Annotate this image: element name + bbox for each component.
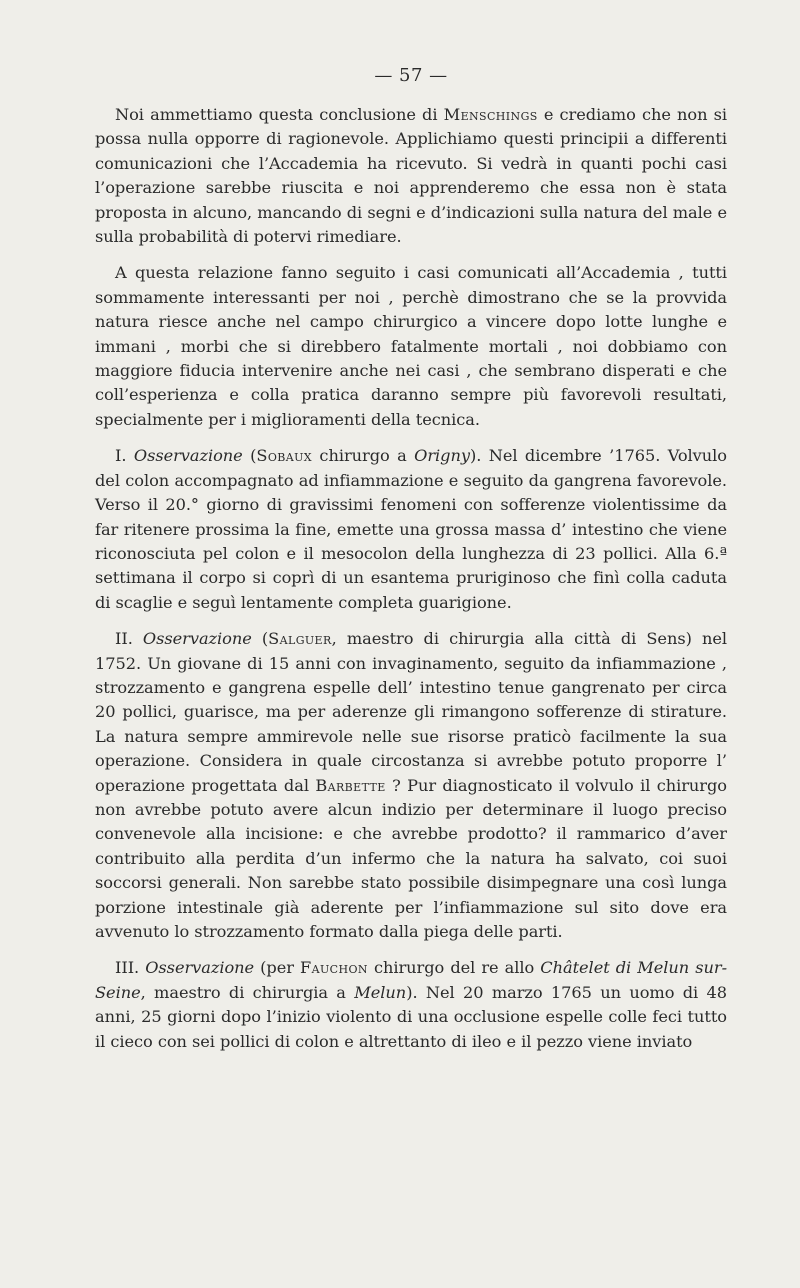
text-segment: chirurgo a (312, 446, 415, 466)
section-numeral: II. (115, 629, 143, 649)
text-segment: , maestro di chirurgia a (140, 982, 355, 1002)
author-fauchon: Fauchon (300, 958, 368, 978)
osservazione-heading: Osservazione (133, 446, 243, 466)
place-melun: Melun (354, 982, 407, 1002)
paragraph-osservazione-2 (95, 627, 727, 944)
paragraph-osservazione-1 (95, 444, 727, 615)
place-chatelet-melun: Châtelet di Melun sur-Seine (95, 958, 727, 1002)
text-segment: ? Pur diagnosticato il volvulo il chirurgo non avrebbe potuto avere alcun indizio per determinare il luogo preciso convenevole alla incisione: e che avrebbe prodotto? il rammarico d’aver contribuito alla perdita d’un infermo che la natura ha salvato, coi suoi soccorsi generali. Non sarebbe stato possibile disimpegnare una così lunga porzione intestinale già aderente per l’infiammazione sul sito dove era avvenuto lo strozzamento formato dalla piega delle parti. (95, 775, 728, 941)
author-barbette: Barbette (315, 775, 386, 795)
section-numeral: III. (115, 958, 146, 978)
section-numeral: I. (115, 446, 134, 466)
osservazione-heading: Osservazione (145, 958, 255, 978)
author-salguer: Salguer (268, 629, 332, 649)
author-sobaux: Sobaux (256, 446, 313, 466)
text-segment: e crediamo che non si possa nulla opporre di ragionevole. Applichiamo questi principii a differenti comunicazioni che l’Accademia ha ricevuto. Si vedrà in quanti pochi casi l’operazione sarebbe riuscita e noi apprenderemo che essa non è stata proposta in alcuno, mancando di segni e d’indicazioni sulla natura del male e sulla probabilità di potervi rimediare. (95, 105, 728, 247)
text-segment: (per (254, 958, 300, 978)
text-segment: chirurgo del re allo (367, 958, 541, 978)
text-segment: Noi ammettiamo questa conclusione di (115, 105, 444, 124)
page-number: — 57 — (374, 65, 448, 86)
text-segment: ). Nel dicembre ’1765. Volvulo del colon accompagnato ad infiammazione e seguito da gangrena favorevole. Verso il 20.° giorno di gravissimi fenomeni con sofferenze violentissime da far ritenere prossima la fine, emette una grossa massa d’ intestino che viene riconosciuta pel colon e il mesocolon della lunghezza di 23 pollici. Alla 6.ª settimana il corpo si coprì di un esantema pruriginoso che finì colla caduta di scaglie e seguì lentamente completa guarigione. (95, 446, 727, 612)
paragraph-relazione (95, 261, 727, 432)
text-segment: ). Nel 20 marzo 1765 un uomo di 48 anni, 25 giorni dopo l’inizio violento di una occlusione espelle colle feci tutto il cieco con sei pollici di colon e altrettanto di ileo e il pezzo viene inviato (95, 982, 727, 1051)
author-menschings: Menschings (443, 105, 538, 124)
osservazione-heading: Osservazione (142, 629, 252, 649)
paragraph-osservazione-3 (95, 956, 727, 1054)
text-segment: A questa relazione fanno seguito i casi comunicati all’Accademia , tutti sommamente interessanti per noi , perchè dimostrano che se la provvida natura riesce anche nel campo chirurgico a vincere dopo lotte lunghe e immani , morbi che si direbbero fatalmente mortali , noi dobbiamo con maggiore fiducia intervenire anche nei casi , che sembrano disperati e che coll’esperienza e colla pratica daranno sempre più favorevoli resultati, specialmente per i miglioramenti della tecnica. (95, 263, 727, 429)
text-segment: , maestro di chirurgia alla città di Sens) nel 1752. Un giovane di 15 anni con invaginamento, seguito da infiammazione , strozzamento e gangrena espelle dell’ intestino tenue gangrenato per circa 20 pollici, guarisce, ma per aderenze gli rimangono sofferenze di stirature. La natura sempre ammirevole nelle sue risorse praticò facilmente la sua operazione. Considera in quale circostanza si avrebbe potuto proporre l’ operazione progettata dal (95, 629, 727, 795)
text-segment: ( (242, 446, 257, 466)
document-page (95, 64, 727, 1066)
text-segment: ( (251, 629, 269, 649)
place-origny: Origny (414, 446, 470, 466)
paragraph-intro (95, 103, 727, 249)
